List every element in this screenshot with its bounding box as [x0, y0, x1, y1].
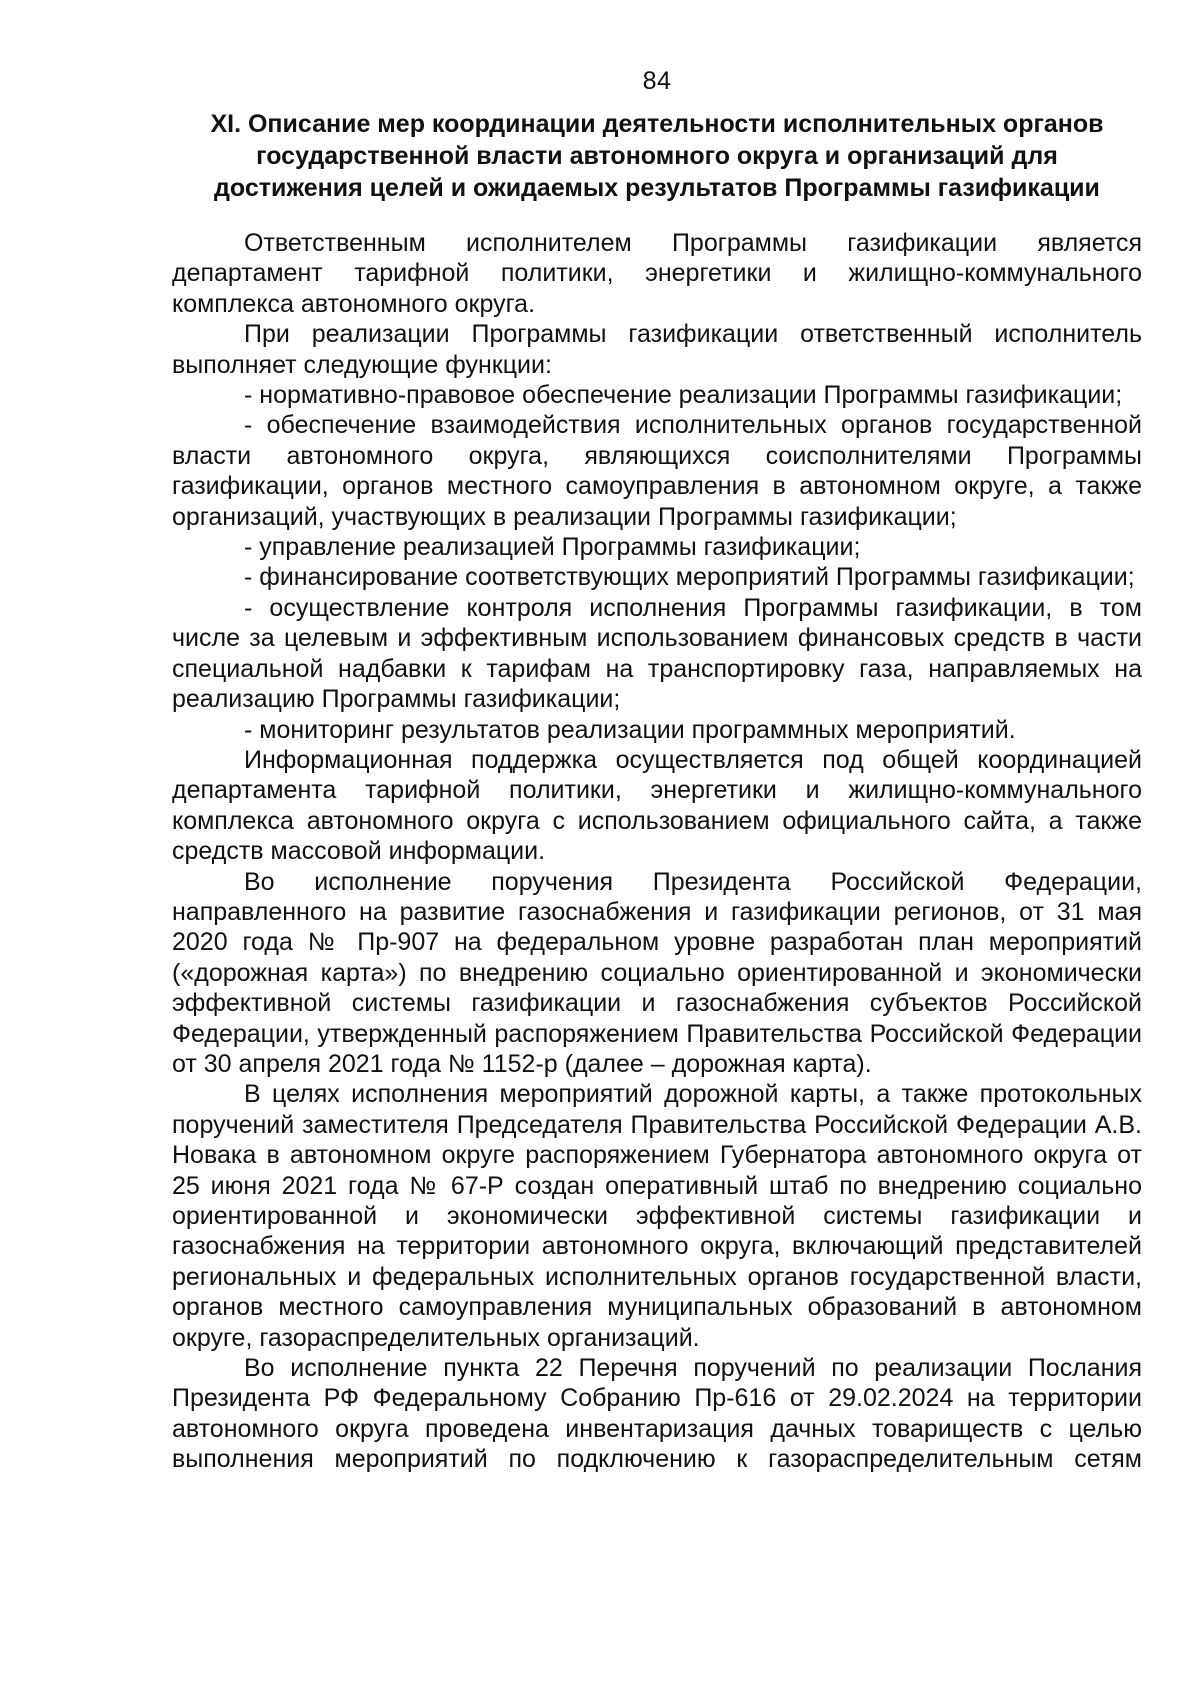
- page-number: 84: [642, 67, 672, 95]
- document-body: [172, 228, 1142, 1475]
- paragraph: При реализации Программы газификации ответственный исполнитель выполняет следующие функции:: [172, 320, 1142, 379]
- list-item: - управление реализацией Программы газификации;: [244, 533, 861, 562]
- document-page: [172, 66, 1142, 1475]
- list-item: - обеспечение взаимодействия исполнительных органов государственной власти автономного округа, являющихся соисполнителями Программы газификации, органов местного самоуправления в автономном округе, а также организаций, участвующих в реализации Программы газификации;: [172, 411, 1142, 531]
- paragraph: Информационная поддержка осуществляется под общей координацией департамента тарифной политики, энергетики и жилищно-коммунального комплекса автономного округа с использованием официального сайта, а также средств массовой информации.: [172, 745, 1142, 866]
- list-item: - нормативно-правовое обеспечение реализации Программы газификации;: [244, 381, 1123, 410]
- section-title: [172, 108, 1142, 204]
- list-item: - осуществление контроля исполнения Программы газификации, в том числе за целевым и эффективным использованием финансовых средств в части специальной надбавки к тарифам на транспортировку газа, направляемых на реализацию Программы газификации;: [172, 593, 1142, 714]
- list-item: - мониторинг результатов реализации программных мероприятий.: [244, 715, 1016, 744]
- paragraph: Во исполнение поручения Президента Российской Федерации, направленного на развитие газоснабжения и газификации регионов, от 31 мая 2020 года № Пр-907 на федеральном уровне разработан план мероприятий («дорожная карта») по внедрению социально ориентированной и экономически эффективной системы газификации и газоснабжения субъектов Российской Федерации, утвержденный распоряжением Правительства Российской Федерации от 30 апреля 2021 года № 1152-р (далее – дорожная карта).: [172, 867, 1142, 1078]
- section-title-line: достижения целей и ожидаемых результатов Программы газификации: [214, 174, 1100, 202]
- paragraph: Во исполнение пункта 22 Перечня поручений по реализации Послания Президента РФ Федеральному Собранию Пр-616 от 29.02.2024 на территории автономного округа проведена инвентаризация дачных товариществ с целью выполнения мероприятий по подключению к газораспределительным сетям: [172, 1354, 1142, 1474]
- paragraph: В целях исполнения мероприятий дорожной карты, а также протокольных поручений заместителя Председателя Правительства Российской Федерации А.В. Новака в автономном округе распоряжением Губернатора автономного округа от 25 июня 2021 года № 67-Р создан оперативный штаб по внедрению социально ориентированной и экономически эффективной системы газификации и газоснабжения на территории автономного округа, включающий представителей региональных и федеральных исполнительных органов государственной власти, органов местного самоуправления муниципальных образований в автономном округе, газораспределительных организаций.: [172, 1080, 1142, 1352]
- section-title-line: государственной власти автономного округа и организаций для: [256, 142, 1058, 170]
- section-title-line: XI. Описание мер координации деятельности исполнительных органов: [210, 110, 1104, 138]
- paragraph: Ответственным исполнителем Программы газификации является департамент тарифной политики, энергетики и жилищно-коммунального комплекса автономного округа.: [172, 229, 1142, 318]
- list-item: - финансирование соответствующих мероприятий Программы газификации;: [244, 563, 1135, 592]
